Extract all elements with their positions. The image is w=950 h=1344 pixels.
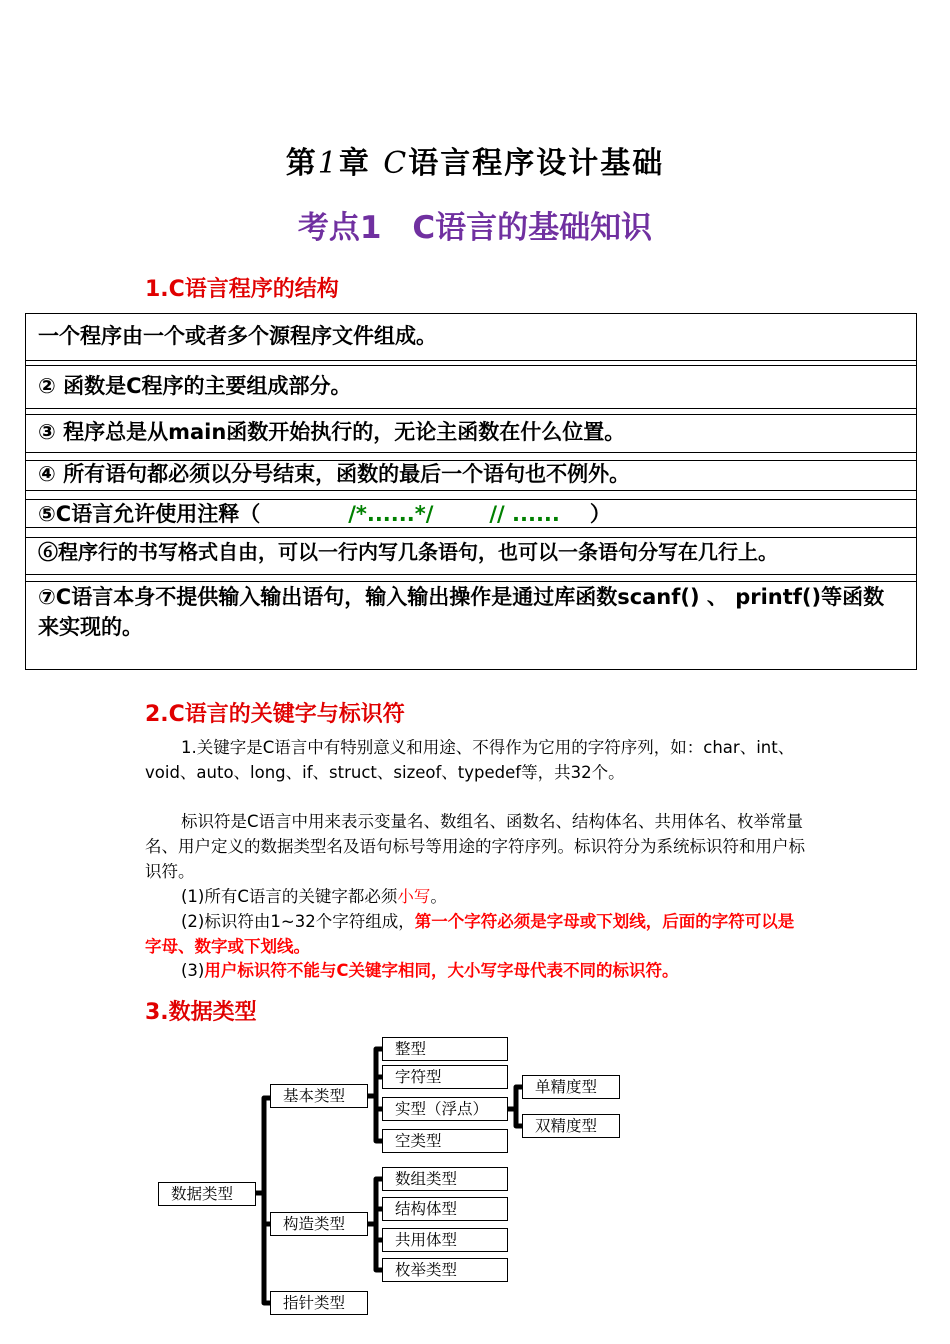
identifier-paragraph: 标识符是C语言中用来表示变量名、数组名、函数名、结构体名、共用体名、枚举常量名、用户定义的数据类型名及语句标号等用途的字符序列。标识符分为系统标识符和用户标识符。 [145,812,805,881]
node-data-types: 数据类型 [158,1182,256,1206]
node-real: 实型（浮点） [382,1097,508,1121]
node-single-precision: 单精度型 [522,1075,620,1099]
subtitle: 考点1 C语言的基础知识 [297,210,653,246]
structure-row-4: ④ 所有语句都必须以分号结束，函数的最后一个语句也不例外。 [38,462,631,486]
structure-row-3: ③ 程序总是从main函数开始执行的，无论主函数在什么位置。 [38,420,626,444]
node-enum: 枚举类型 [382,1258,508,1282]
section1-heading: 1.C语言程序的结构 [145,277,339,302]
structure-row-7: ⑦C语言本身不提供输入输出语句，输入输出操作是通过库函数scanf() 、 printf()等函数来实现的。 [38,585,885,639]
section3-heading: 3.数据类型 [145,1000,257,1025]
keyword-paragraph: 1.关键字是C语言中有特别意义和用途、不得作为它用的字符序列，如：char、int、void、auto、long、if、struct、sizeof、typedef等，共32个。 [145,738,795,782]
node-union: 共用体型 [382,1228,508,1252]
chapter-title: 第1章 C语言程序设计基础 [285,146,665,181]
node-char: 字符型 [382,1065,508,1089]
rule-1: (1)所有C语言的关键字都必须小写。 [181,887,447,906]
section2-heading: 2.C语言的关键字与标识符 [145,702,405,727]
node-integer: 整型 [382,1037,508,1061]
node-pointer-type: 指针类型 [270,1291,368,1315]
structure-row-2: ② 函数是C程序的主要组成部分。 [38,374,352,398]
node-struct: 结构体型 [382,1197,508,1221]
node-construct-type: 构造类型 [270,1212,368,1236]
node-array: 数组类型 [382,1167,508,1191]
structure-row-1: 一个程序由一个或者多个源程序文件组成。 [38,324,437,348]
rule-3: (3)用户标识符不能与C关键字相同，大小写字母代表不同的标识符。 [181,961,679,980]
structure-row-6: ⑥程序行的书写格式自由，可以一行内写几条语句，也可以一条语句分写在几行上。 [38,540,778,564]
node-basic-type: 基本类型 [270,1084,368,1108]
rule-2: (2)标识符由1~32个字符组成，第一个字符必须是字母或下划线，后面的字符可以是字母、数字或下划线。 [145,912,795,956]
node-double-precision: 双精度型 [522,1114,620,1138]
structure-row-5: ⑤C语言允许使用注释（ /*......*/ // ...... ） [38,502,611,526]
node-void: 空类型 [382,1129,508,1153]
